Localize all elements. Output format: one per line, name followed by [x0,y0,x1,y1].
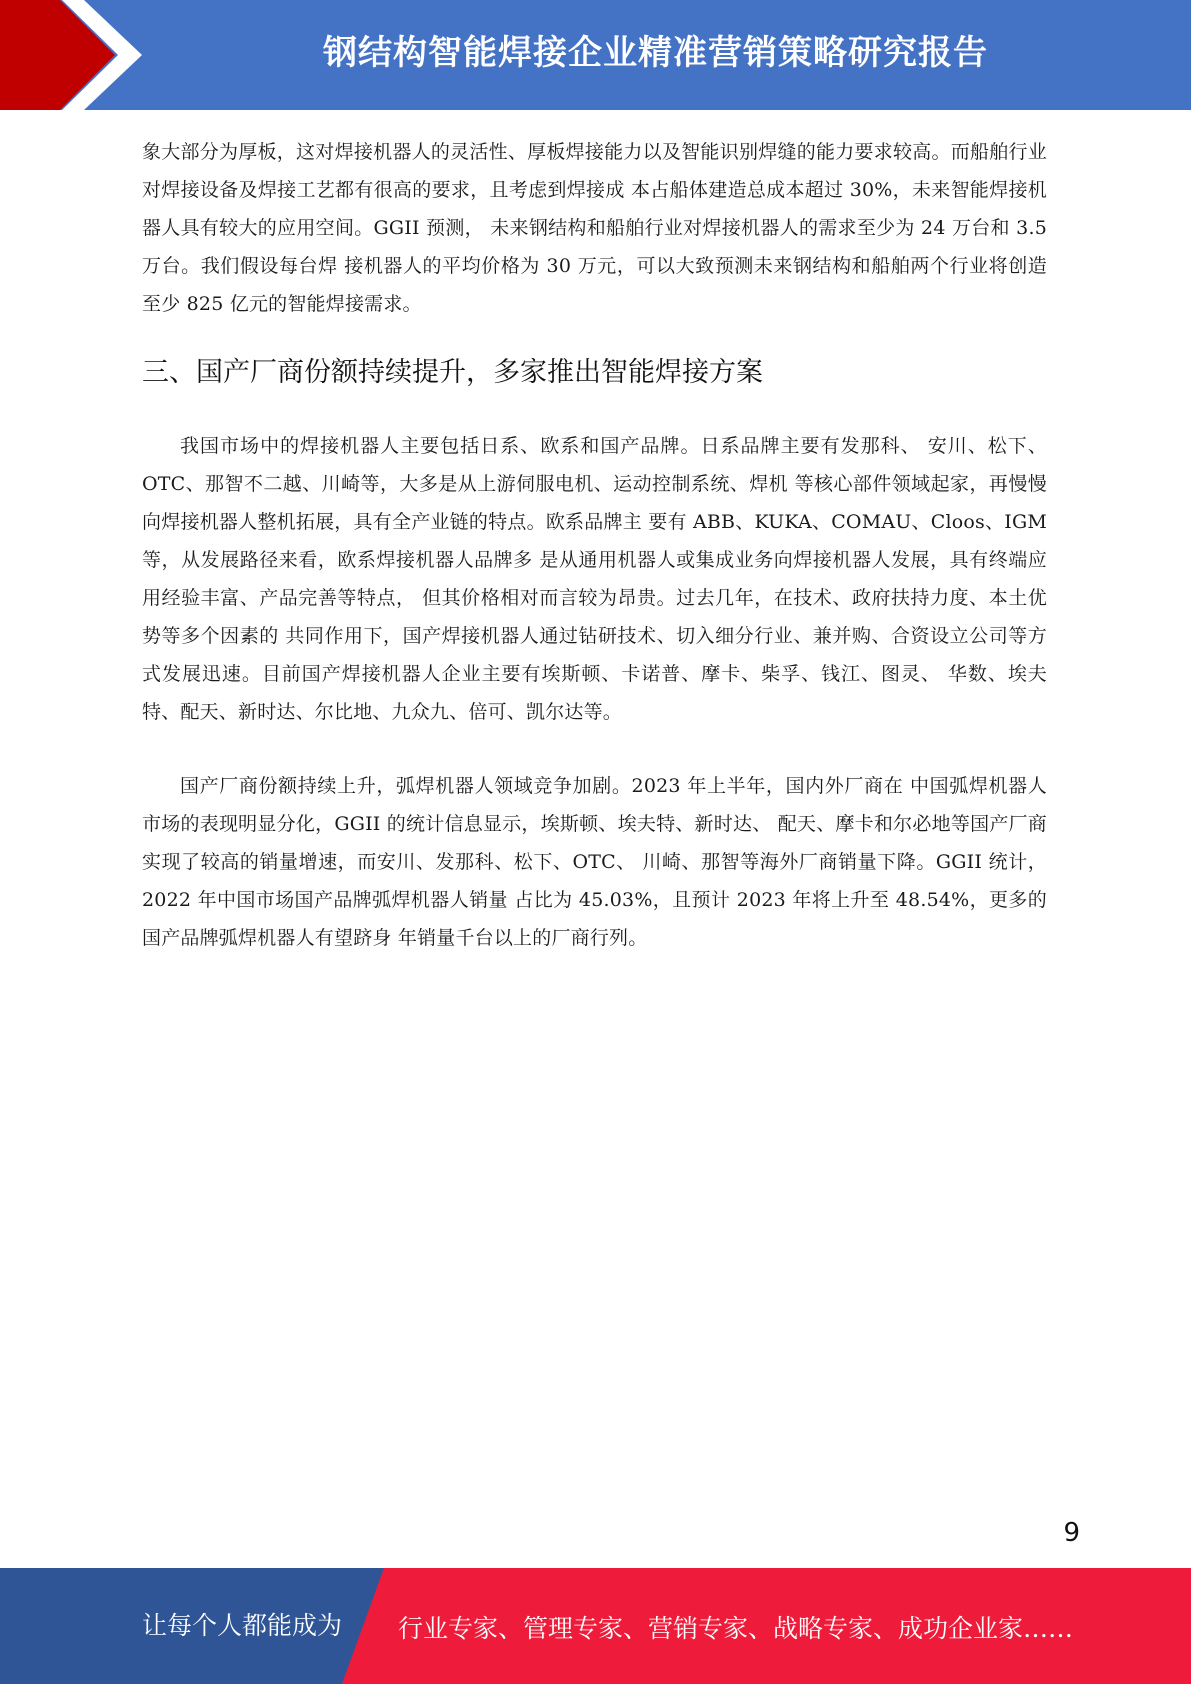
paragraph-spacer [142,731,1047,767]
section-heading: 三、国产厂商份额持续提升，多家推出智能焊接方案 [142,357,763,388]
footer-slogan-left: 让每个人都能成为 [142,1611,343,1640]
page-number: 9 [1063,1518,1080,1548]
document-title: 钢结构智能焊接企业精准营销策略研究报告 [323,33,988,73]
footer-slogan-right: 行业专家、管理专家、营销专家、战略专家、成功企业家…… [398,1614,1074,1643]
footer-bar [0,1568,1191,1684]
paragraph-continued: 象大部分为厚板，这对焊接机器人的灵活性、厚板焊接能力以及智能识别焊缝的能力要求较高。而船舶行业对焊接设备及焊接工艺都有很高的要求，且考虑到焊接成 本占船体建造总成本超过 30%，未来智能焊接机器人具有较大的应用空间。GGII 预测， 未来钢结构和船舶行业对焊接机器人的需求至少为 24 万台和 3.5 万台。我们假设每台焊 接机器人的平均价格为 30 万元，可以大致预测未来钢结构和船舶两个行业将创造至少 825 亿元的智能焊接需求。 [142,141,1047,315]
header-bar [0,0,1191,110]
paragraph-market-share: 国产厂商份额持续上升，弧焊机器人领域竞争加剧。2023 年上半年，国内外厂商在 中国弧焊机器人市场的表现明显分化，GGII 的统计信息显示，埃斯顿、埃夫特、新时达、 配天、摩卡和尔必地等国产厂商实现了较高的销量增速，而安川、发那科、松下、OTC、 川崎、那智等海外厂商销量下降。GGII 统计，2022 年中国市场国产品牌弧焊机器人销量 占比为 45.03%，且预计 2023 年将上升至 48.54%，更多的国产品牌弧焊机器人有望跻身 年销量千台以上的厂商行列。 [142,775,1047,949]
header-chevron-decoration [0,0,160,110]
paragraph-brands: 我国市场中的焊接机器人主要包括日系、欧系和国产品牌。日系品牌主要有发那科、 安川、松下、OTC、那智不二越、川崎等，大多是从上游伺服电机、运动控制系统、焊机 等核心部件领域起家，再慢慢向焊接机器人整机拓展，具有全产业链的特点。欧系品牌主 要有 ABB、KUKA、COMAU、Cloos、IGM 等，从发展路径来看，欧系焊接机器人品牌多 是从通用机器人或集成业务向焊接机器人发展，具有终端应用经验丰富、产品完善等特点， 但其价格相对而言较为昂贵。过去几年，在技术、政府扶持力度、本土优势等多个因素的 共同作用下，国产焊接机器人通过钻研技术、切入细分行业、兼并购、合资设立公司等方 式发展迅速。目前国产焊接机器人企业主要有埃斯顿、卡诺普、摩卡、柴孚、钱江、图灵、 华数、埃夫特、配天、新时达、尔比地、九众九、倍可、凯尔达等。 [142,435,1047,723]
document-body [142,133,1047,957]
